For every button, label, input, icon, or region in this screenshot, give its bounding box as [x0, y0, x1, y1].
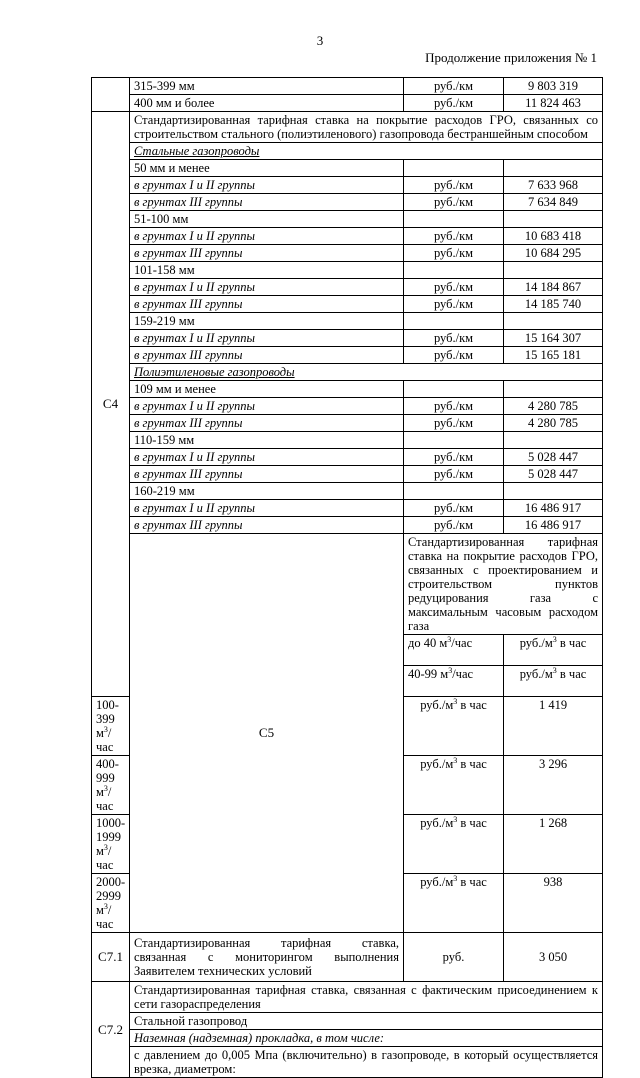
table-row	[92, 398, 603, 415]
row-label: в грунтах III группы	[130, 466, 404, 483]
poly-pipelines-title: Полиэтиленовые газопроводы	[130, 364, 603, 381]
row-label: в грунтах I и II группы	[130, 449, 404, 466]
row-value: 9 803 319	[504, 78, 603, 95]
row-value: 10 683 418	[504, 228, 603, 245]
size-row	[92, 313, 603, 330]
row-label: в грунтах I и II группы	[130, 398, 404, 415]
table-row	[92, 500, 603, 517]
size-label: 101-158 мм	[130, 262, 404, 279]
size-row	[92, 160, 603, 177]
size-row	[92, 211, 603, 228]
code-c71: С7.1	[92, 933, 130, 982]
row-value: 11 824 463	[504, 95, 603, 112]
row-unit: руб./км	[404, 449, 504, 466]
row-unit: $руб./м^3$ в час	[504, 666, 603, 697]
c72-header-row	[92, 982, 603, 1013]
row-value: 15 165 181	[504, 347, 603, 364]
row-unit: $руб./м^3$ в час	[404, 756, 504, 815]
c4-steel-title-row	[92, 143, 603, 160]
steel-pipeline-label: Стальной газопровод	[130, 1013, 603, 1030]
size-label: 160-219 мм	[130, 483, 404, 500]
table-row	[92, 228, 603, 245]
row-label: в грунтах III группы	[130, 415, 404, 432]
row-value: 1 268	[504, 815, 603, 874]
code-cell-empty	[92, 78, 130, 112]
appendix-subtitle: Продолжение приложения № 1	[425, 50, 597, 65]
tariff-table-body	[92, 78, 603, 1078]
row-unit: руб./км	[404, 296, 504, 313]
row-value: 4 280 785	[504, 415, 603, 432]
row-label: в грунтах III группы	[130, 347, 404, 364]
table-row	[92, 78, 603, 95]
c4-header-row	[92, 112, 603, 143]
table-row	[92, 245, 603, 262]
row-unit: руб./км	[404, 228, 504, 245]
row-value: 16 486 917	[504, 517, 603, 534]
c72-description: Стандартизированная тарифная ставка, связанная с фактическим присоединением к сети газораспределения	[130, 982, 603, 1013]
row-unit: руб./км	[404, 78, 504, 95]
row-unit: $руб./м^3$ в час	[504, 635, 603, 666]
steel-pipelines-title: Стальные газопроводы	[130, 143, 603, 160]
row-value: 938	[504, 874, 603, 933]
row-label: 400-999 $м^3$/час	[92, 756, 130, 815]
row-unit: руб./км	[404, 517, 504, 534]
row-label: 400 мм и более	[130, 95, 404, 112]
page-number: 3	[316, 33, 324, 48]
row-value: 7 633 968	[504, 177, 603, 194]
c71-description: Стандартизированная тарифная ставка, связанная с мониторингом выполнения Заявителем технических условий	[130, 933, 404, 982]
code-c4: С4	[92, 112, 130, 697]
row-value: 16 486 917	[504, 500, 603, 517]
row-label: в грунтах I и II группы	[130, 330, 404, 347]
row-value: 14 184 867	[504, 279, 603, 296]
row-value: 3 296	[504, 756, 603, 815]
row-label: 1000-1999 $м^3$/час	[92, 815, 130, 874]
size-row	[92, 381, 603, 398]
code-c5: С5	[130, 534, 404, 933]
row-value: 15 164 307	[504, 330, 603, 347]
row-label: в грунтах I и II группы	[130, 177, 404, 194]
row-unit: руб./км	[404, 415, 504, 432]
row-label: в грунтах I и II группы	[130, 228, 404, 245]
row-unit: руб./км	[404, 279, 504, 296]
row-label: в грунтах I и II группы	[130, 500, 404, 517]
overground-laying-label: Наземная (надземная) прокладка, в том числе:	[130, 1030, 603, 1047]
row-unit: руб./км	[404, 330, 504, 347]
size-label: 50 мм и менее	[130, 160, 404, 177]
table-row	[92, 415, 603, 432]
table-row	[92, 449, 603, 466]
size-label: 159-219 мм	[130, 313, 404, 330]
c72-pressure-row	[92, 1047, 603, 1078]
size-row	[92, 262, 603, 279]
row-label: в грунтах III группы	[130, 245, 404, 262]
row-label: 40-99 $м^3$/час	[404, 666, 504, 697]
pressure-description: с давлением до 0,005 Мпа (включительно) в газопроводе, в который осуществляется врезка, диаметром:	[130, 1047, 603, 1078]
table-row	[92, 296, 603, 313]
row-unit: руб./км	[404, 347, 504, 364]
row-label: 100-399 $м^3$/час	[92, 697, 130, 756]
row-unit: руб./км	[404, 466, 504, 483]
row-value: 14 185 740	[504, 296, 603, 313]
size-label: 110-159 мм	[130, 432, 404, 449]
size-row	[92, 483, 603, 500]
row-label: 315-399 мм	[130, 78, 404, 95]
row-unit: $руб./м^3$ в час	[404, 815, 504, 874]
table-row	[92, 347, 603, 364]
tariff-table	[91, 77, 603, 1078]
row-label: в грунтах I и II группы	[130, 279, 404, 296]
row-unit: руб./км	[404, 177, 504, 194]
c5-header-row	[92, 534, 603, 635]
table-row	[92, 517, 603, 534]
row-unit: $руб./м^3$ в час	[404, 874, 504, 933]
table-row	[92, 194, 603, 211]
size-label: 51-100 мм	[130, 211, 404, 228]
row-unit: руб./км	[404, 95, 504, 112]
size-label: 109 мм и менее	[130, 381, 404, 398]
row-value: 1 419	[504, 697, 603, 756]
row-value: 5 028 447	[504, 466, 603, 483]
c71-row	[92, 933, 603, 982]
row-value: 10 684 295	[504, 245, 603, 262]
c4-poly-title-row	[92, 364, 603, 381]
row-value: 5 028 447	[504, 449, 603, 466]
size-row	[92, 432, 603, 449]
c72-overground-row	[92, 1030, 603, 1047]
row-label: до 40 $м^3$/час	[404, 635, 504, 666]
row-label: в грунтах III группы	[130, 517, 404, 534]
row-label: в грунтах III группы	[130, 194, 404, 211]
row-value: 3 050	[504, 933, 603, 982]
row-label: 2000-2999 $м^3$/час	[92, 874, 130, 933]
c72-steel-row	[92, 1013, 603, 1030]
row-unit: руб./км	[404, 500, 504, 517]
row-unit: руб.	[404, 933, 504, 982]
row-label: в грунтах III группы	[130, 296, 404, 313]
table-row	[92, 279, 603, 296]
row-unit: руб./км	[404, 245, 504, 262]
code-c72: С7.2	[92, 982, 130, 1078]
row-unit: руб./км	[404, 398, 504, 415]
row-unit: $руб./м^3$ в час	[404, 697, 504, 756]
table-row	[92, 95, 603, 112]
row-value: 7 634 849	[504, 194, 603, 211]
c5-description: Стандартизированная тарифная ставка на покрытие расходов ГРО, связанных с проектированием и строительством пунктов редуцирования газа с максимальным часовым расходом газа	[404, 534, 603, 635]
c4-description: Стандартизированная тарифная ставка на покрытие расходов ГРО, связанных со строительством стального (полиэтиленового) газопровода бестраншейным способом	[130, 112, 603, 143]
row-value: 4 280 785	[504, 398, 603, 415]
row-unit: руб./км	[404, 194, 504, 211]
table-row	[92, 466, 603, 483]
table-row	[92, 177, 603, 194]
table-row	[92, 330, 603, 347]
